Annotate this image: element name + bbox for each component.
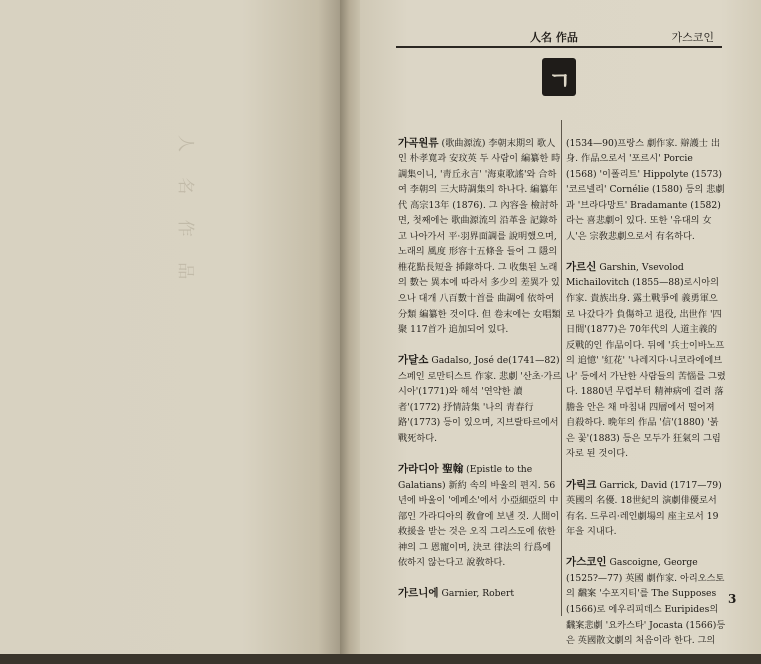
entry-text: Garnier, Robert	[441, 588, 515, 600]
entry-headword: 가스코인	[566, 556, 607, 569]
column-divider	[561, 120, 562, 616]
header-section-title: 人名 作品	[530, 31, 578, 44]
left-page	[0, 0, 346, 654]
entry-gagokwonryu	[398, 136, 563, 338]
left-page-faint-title: 人 名 作 品	[175, 135, 195, 290]
entry-headword: 가곡원류	[398, 136, 439, 149]
entry-text: Gascoigne, George (1525?—77) 英國 劇作家. 아리오스토의 飜案 '수포지티'를 The Supposes (1566)로 에우리피데스 Euripides의 飜案悲劇 '요카스타' Jocasta (1566)등은 英國散文劇의 처음이라 한다. 그의	[566, 557, 726, 647]
entry-text: (Epistle to the Galatians) 新約 속의 바울의 편지. 56년에 바울이 '에페소'에서 小亞細亞의 中部인 가라디아의 敎會에 보낸 것. 人間이 救援을 받는 것은 오직 그리스도에 依한 神의 그 恩寵이며, 決코 律法의 行爲에 依하지 않는다고 說敎하다.	[398, 464, 560, 569]
entry-garshin	[566, 260, 726, 462]
entry-text: (1534—90)프랑스 劇作家. 辯護士 出身. 作品으로서 '포르시' Porcie (1568) '이폴리트' Hippolyte (1573) '코르넬리' Cornélie (1580) 등의 悲劇과 '브라다망트' Bradamante (1582)라는 喜悲劇이 있다. 또한 '유대의 女人'은 宗敎悲劇으로서 有名하다.	[566, 137, 725, 242]
section-letter: ㄱ	[548, 67, 572, 95]
left-column	[398, 120, 563, 620]
entry-headword: 가달소	[398, 354, 429, 367]
entry-text: Garshin, Vsevolod Michailovitch (1855—88)로시아의 作家. 貴族出身. 露土戰爭에 義勇軍으로 나갔다가 負傷하고 退役, 出世作 '四日間'(1877)은 70年代의 人道主義的 反戰的인 作品이다. 뒤에 '兵士이바노프의 追憶' '紅花' '나레지다·니코라에에브나' 등에서 가난한 사람들의 苦惱를 그렸다. 1880년 무렵부터 精神病에 걸려 落膽을 안은 채 마침내 四層에서 떨어져 自殺하다. 晩年의 作品 '信'(1880) '붉은 꽃'(1883) 등은 모두가 狂氣의 그림자로 된 것이다.	[566, 261, 726, 460]
entry-headword: 가르신	[566, 260, 597, 273]
entry-cadalso	[398, 353, 563, 446]
entry-gascoigne	[566, 555, 726, 648]
entry-galatians	[398, 462, 563, 571]
section-letter-mark	[542, 58, 576, 96]
running-header	[396, 24, 722, 48]
entry-garrick	[566, 478, 726, 540]
right-column	[566, 120, 726, 647]
entry-headword: 가릭크	[566, 478, 597, 491]
entry-text: Garrick, David (1717—79) 英國의 名優. 18世紀의 演劇俳優로서 有名. 드루리·레인劇場의 座主로서 19年을 지내다.	[566, 479, 722, 538]
entry-garnier	[398, 586, 563, 602]
entry-garnier-continued	[566, 136, 726, 245]
entry-text: (歌曲源流) 李朝末期의 歌人인 朴孝寬과 安玟英 두 사람이 編纂한 時調集이니, '靑丘永言' '海東歌謠'와 合하여 李朝의 三大時調集의 하나다. 編纂年代 高宗13年 (1876). 그 內容을 檢討하면, 첫째에는 歌曲源流의 沿革을 記錄하고 나아가서 平·羽界面調를 說明했으며, 노래의 風度 形容十五條을 들어 그 隱의 椎花點長短을 揷錄하다. 그 收集된 노래의 數는 異本에 따라서 多少의 差異가 있으나 대개 八百數十首를 曲調에 依하여 分類 編纂한 것이다. 但 卷末에는 女唱類聚 117首가 追加되어 있다.	[398, 137, 561, 336]
header-guide-word: 가스코인	[671, 31, 714, 44]
entry-headword: 가라디아 聖翰	[398, 463, 464, 476]
entry-headword: 가르니에	[398, 587, 439, 600]
page-number: 3	[728, 592, 737, 606]
entry-text: Gadalso, José de(1741—82) 스페인 로만티스트 作家. 悲劇 '산초·가르시아'(1771)와 해석 '연약한 讀者'(1772) 抒情詩集 '나의 靑春行路'(1773) 등이 있으며, 지브랄타르에서 戰死하다.	[398, 355, 562, 444]
